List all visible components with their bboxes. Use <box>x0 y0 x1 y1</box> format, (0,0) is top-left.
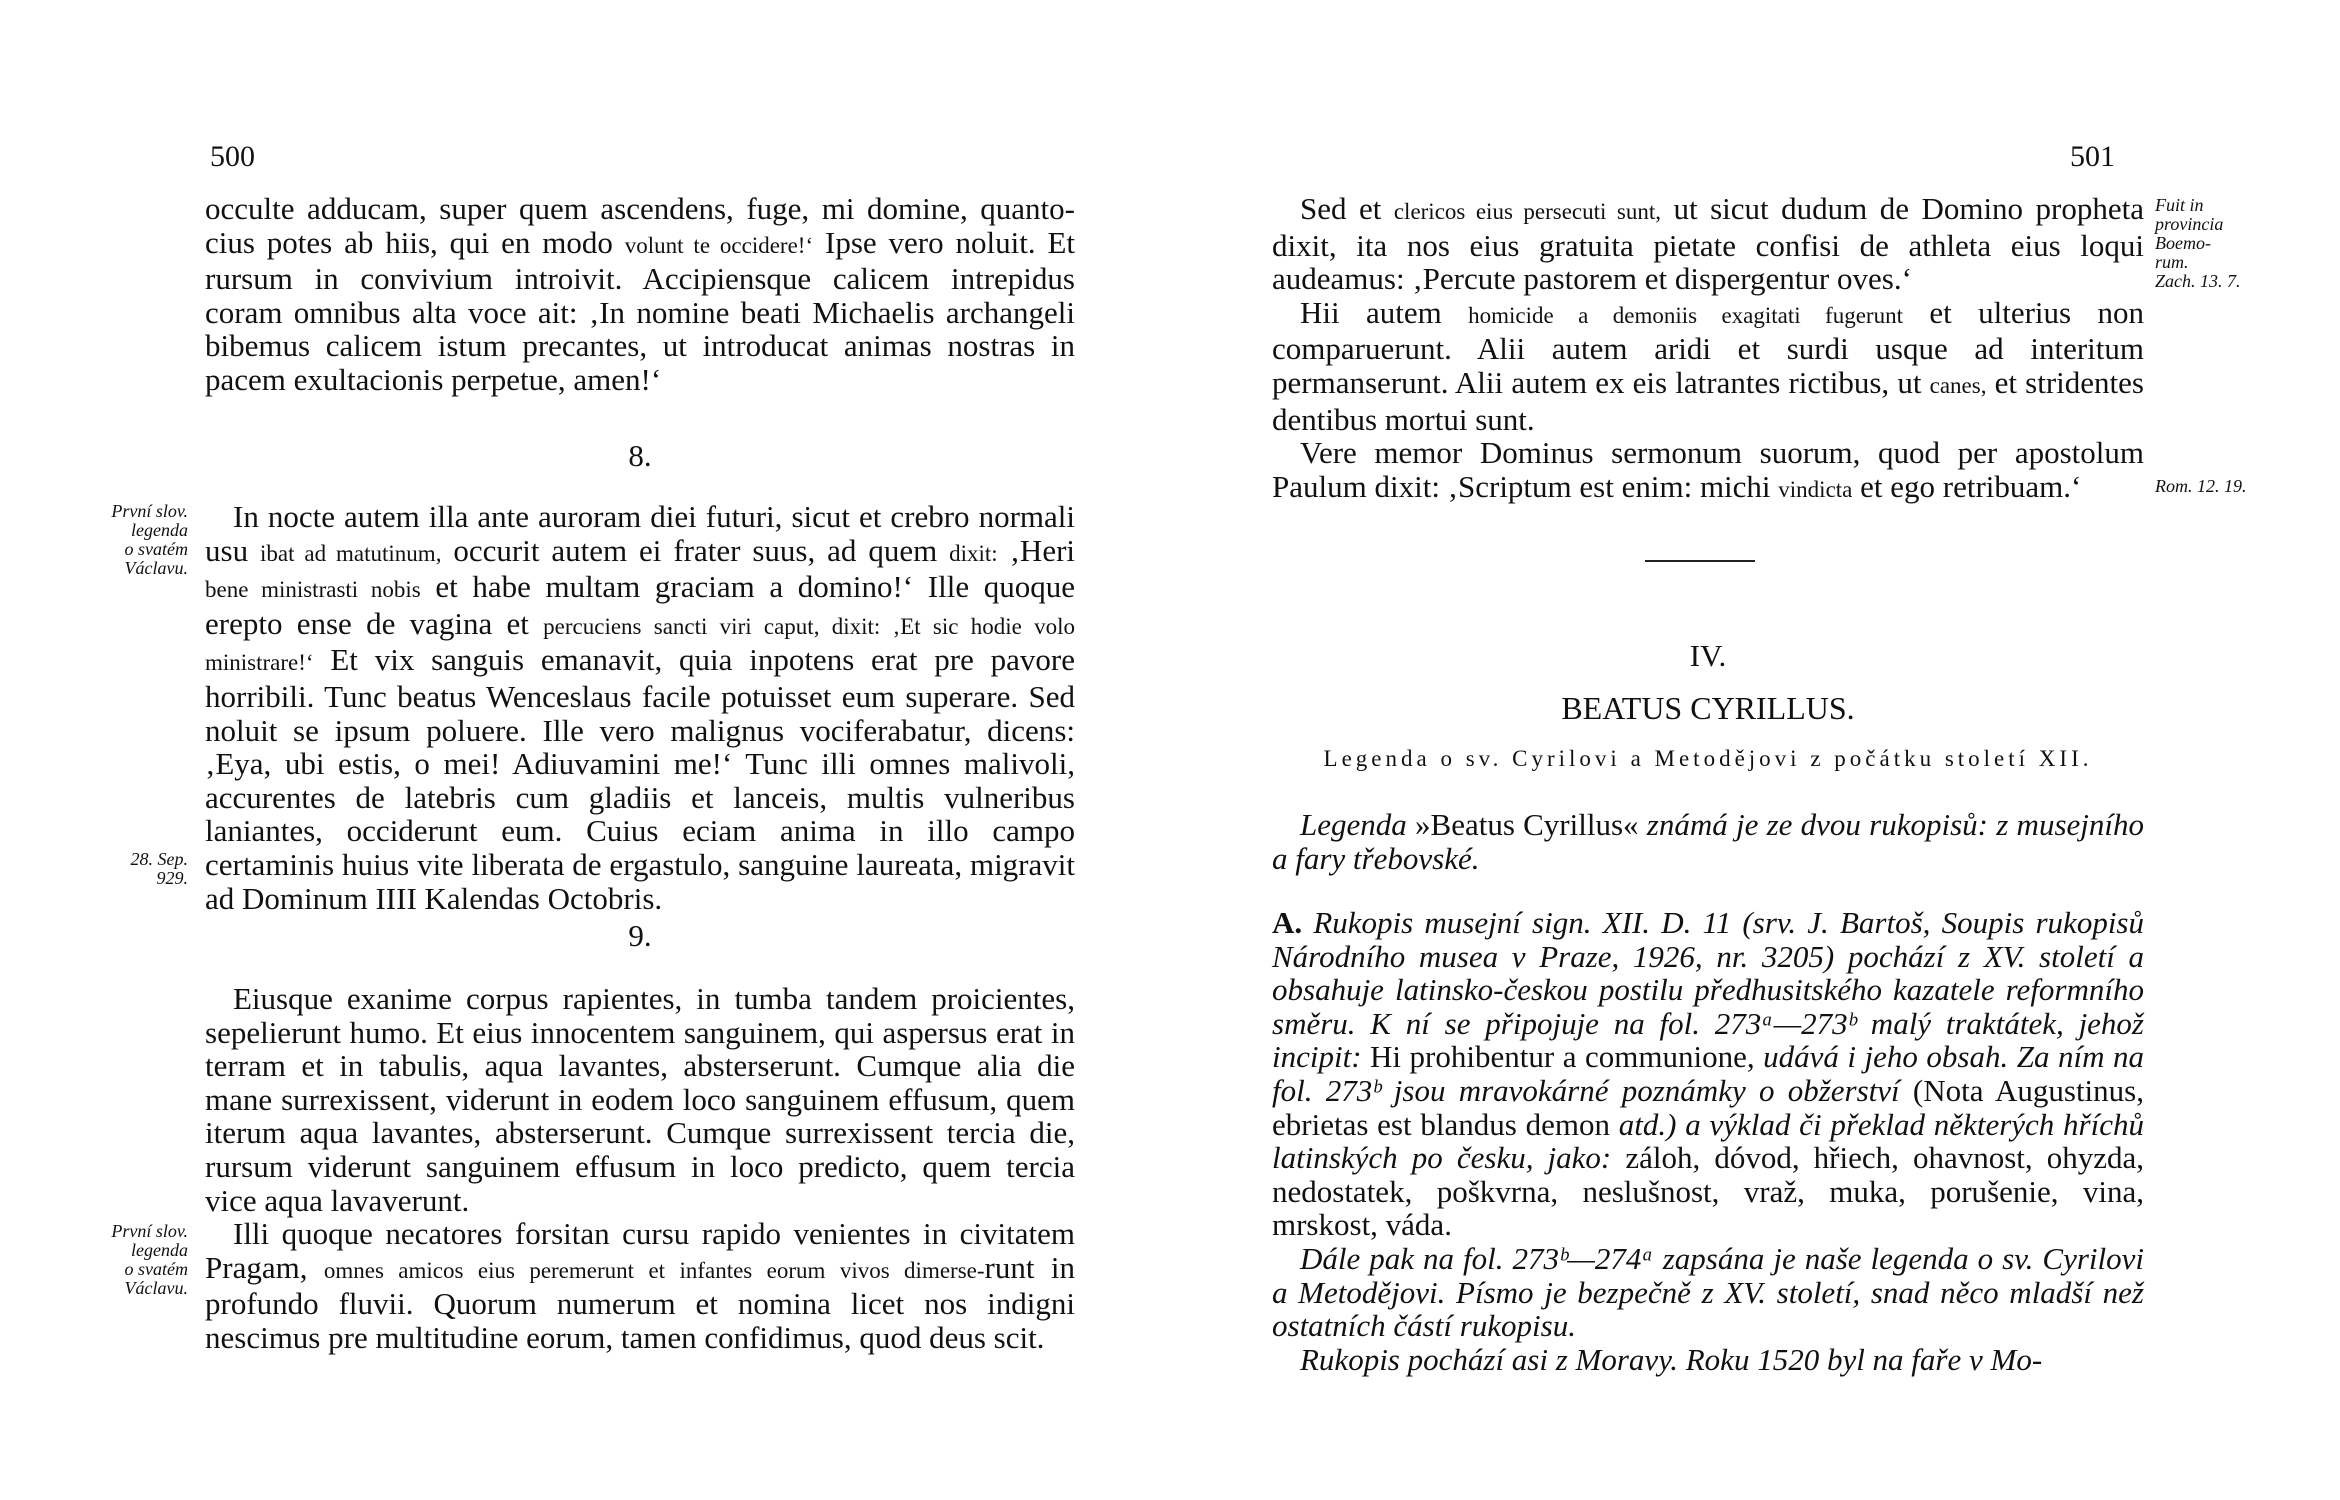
section-number: IV. <box>1689 638 1727 673</box>
text-run: záloh, dóvod, hřiech, ohavnost, ohyzda, nedostatek, poškvrna, neslušnost, vraž, muka, porušenie, vina, mrskost, váda. <box>1272 1140 2145 1243</box>
section-title: BEATUS CYRILLUS. <box>1561 690 1855 726</box>
page-number: 501 <box>2070 140 2115 173</box>
text-run: volunt te occidere!‘ <box>624 232 814 258</box>
text-block-opening <box>205 192 1075 397</box>
text-run: Hii autem <box>1300 294 1469 330</box>
margin-note: 28. Sep. 929. <box>130 849 188 888</box>
text-run: Hi prohibentur a communione, <box>1370 1039 1764 1075</box>
text-run: cius potes ab hiis, qui en modo <box>205 224 625 260</box>
text-block-top <box>1272 192 2144 506</box>
text-run: bene ministrasti nobis <box>205 577 421 603</box>
paragraph <box>1272 436 2144 506</box>
text-run: percuciens sancti viri caput, dixit: ‚Et sic hodie volo ministrare!‘ <box>205 613 1075 676</box>
text-run: et ego retribuam.‘ <box>1852 468 2082 504</box>
text-block-A <box>1272 906 2144 1376</box>
text-run: »Beatus Cyrillus« <box>1406 807 1647 842</box>
text-run: (Nota Augustinus, ebrietas est blandus demon <box>1272 1072 2144 1142</box>
text-block-8 <box>205 500 1075 915</box>
text-run: známá je ze dvou rukopisů: z musejního a fary třebovské. <box>1272 807 2144 876</box>
text-run: dixit: <box>949 540 998 566</box>
text-run: occulte adducam, super quem ascendens, fuge, mi domine, quanto- <box>205 191 1075 226</box>
text-run: ut sicut dudum de Domino propheta dixit, ita nos eius gratuita pietate confisi de athleta eius loqui audeamus: ‚Percute pastorem et dispergentur oves.‘ <box>1272 191 2145 297</box>
text-run: atd.) a výklad či překlad některých hříchů latinských po česku, jako: <box>1272 1106 2144 1176</box>
text-run: omnes amicos eius peremerunt et infantes eorum vivos dimerse- <box>323 1257 985 1283</box>
paragraph <box>1272 296 2144 436</box>
paragraph <box>205 500 1075 915</box>
margin-note: Fuit in provincia Boemo- rum. Zach. 13. 7. <box>2155 195 2241 291</box>
text-run: ibat ad matutinum, <box>260 540 442 566</box>
text-run: In nocte autem illa ante auroram diei futuri, sicut et crebro normali usu <box>205 499 1075 568</box>
margin-note: První slov. legenda o svatém Václavu. <box>111 501 188 578</box>
paragraph <box>205 1217 1075 1354</box>
text-run: Et vix sanguis emanavit, quia inpotens erat pre pavore horribili. Tunc beatus Wenceslaus facile potuisset eum superare. Sed noluit se ipsum poluere. Ille vero malignus vociferabatur, dicens: ‚Eya, ubi estis, o mei! Adiuvamini me!‘ Tunc illi omnes malivoli, accurentes de latebris cum gladiis et lanceis, multis vulneribus laniantes, occiderunt eum. Cuius eciam anima in illo campo certaminis huius vite liberata de ergastulo, sanguine laureata, migravit ad Dominum IIII Kalendas Octobris. <box>205 642 1075 916</box>
text-run: et stridentes dentibus mortui sunt. <box>1272 364 2144 437</box>
text-block-intro <box>1272 808 2144 875</box>
paragraph: Eiusque exanime corpus rapientes, in tumba tandem proicientes, sepelierunt humo. Et eius innocentem sanguinem, qui aspersus erat in terram et in tabulis, aqua lavantes, absterserunt. Cumque alia die mane surrexissent, viderunt in eodem loco sanguinem effusum, quem iterum aqua lavantes, absterserunt. Cumque surrexissent tercia die, rursum viderunt sanguinem effusum in loco predicto, quem tercia vice aqua lavaverunt. <box>205 981 1075 1218</box>
text-run: Legenda <box>1300 807 1407 842</box>
text-run: Illi quoque necatores forsitan cursu rapido venientes in civitatem Pragam, <box>205 1216 1075 1285</box>
subtitle: Legenda o sv. Cyrilovi a Metodějovi z počátku století XII. <box>1323 746 2093 771</box>
section-heading: 9. <box>628 918 652 953</box>
paragraph: Rukopis pochází asi z Moravy. Roku 1520 byl na faře v Mo- <box>1300 1341 2043 1377</box>
text-run: clericos eius persecuti sunt, <box>1393 199 1661 224</box>
margin-note: Rom. 12. 19. <box>2155 476 2247 496</box>
text-run: et habe multam graciam a domino!‘ Ille quoque erepto ense de vagina et <box>205 569 1075 641</box>
text-run: Ipse vero noluit. Et rursum in convivium introivit. Accipiensque calicem intrepidus coram omnibus alta voce ait: ‚In nomine beati Michaelis archangeli bibemus calicem istum precantes, ut introducat animas nostras in pacem exultacionis perpetue, amen!‘ <box>205 224 1075 397</box>
paragraph <box>1272 192 2144 296</box>
paragraph <box>1272 906 2144 1242</box>
text-run: canes, <box>1929 372 1987 398</box>
text-run: A. <box>1272 905 1314 940</box>
text-run: Rukopis musejní sign. XII. D. 11 (srv. J. Bartoš, Soupis rukopisů Národního musea v Praze, 1926, nr. 3205) pochází z XV. století a obsahuje latinsko-českou postilu předhusitského kazatele reformního směru. K ní se připojuje na fol. 273ᵃ—273ᵇ malý traktátek, jehož incipit: <box>1272 905 2144 1075</box>
text-run: occurit autem ei frater suus, ad quem <box>441 532 950 568</box>
page-number: 500 <box>210 140 255 173</box>
text-run: Sed et <box>1300 191 1394 226</box>
text-run: runt in profundo fluvii. Quorum numerum et nomina licet nos indigni nescimus pre multitudine eorum, tamen confidimus, quod deus scit. <box>205 1249 1075 1355</box>
divider <box>1645 560 1755 562</box>
text-run: ‚Heri <box>997 532 1076 568</box>
paragraph: Dále pak na fol. 273ᵇ—274ᵃ zapsána je naše legenda o sv. Cyrilovi a Metodějovi. Písmo je bezpečně z XV. století, snad něco mladší než ostatních částí rukopisu. <box>1272 1240 2144 1344</box>
text-run: udává i jeho obsah. Za ním na fol. 273ᵇ jsou mravokárné poznámky o obžerství <box>1272 1039 2144 1108</box>
section-heading: 8. <box>628 438 652 473</box>
text-block-9 <box>205 982 1075 1355</box>
text-run: vindicta <box>1778 476 1853 502</box>
margin-note: První slov. legenda o svatém Václavu. <box>111 1221 188 1298</box>
right-page <box>1170 0 2340 1500</box>
paragraph <box>205 192 1075 397</box>
text-run: homicide a demoniis exagitati fugerunt <box>1468 302 1903 328</box>
text-run: et ulterius non comparuerunt. Alii autem aridi et surdi usque ad interitum permanserunt. Alii autem ex eis latrantes rictibus, ut <box>1272 294 2145 400</box>
paragraph <box>1272 808 2144 875</box>
text-run: Vere memor Dominus sermonum suorum, quod per apostolum Paulum dixit: ‚Scriptum est enim: michi <box>1272 435 2144 504</box>
